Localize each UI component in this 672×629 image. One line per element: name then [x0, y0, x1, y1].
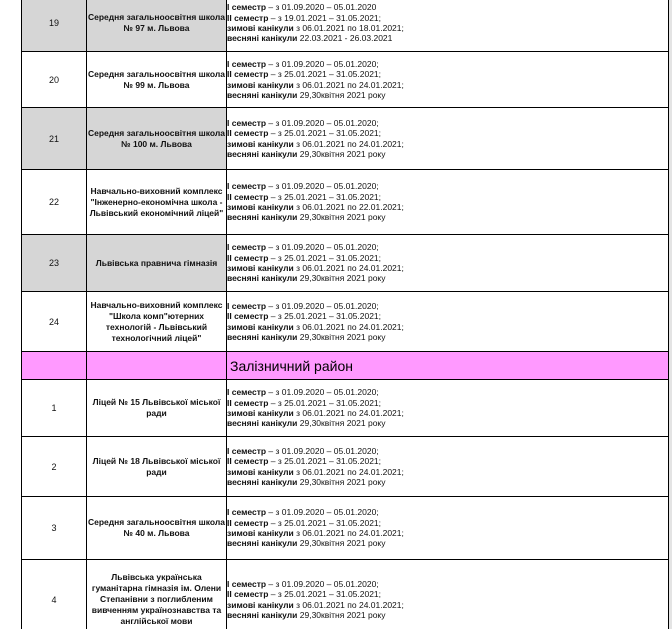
term-value: – з 25.01.2021 – 31.05.2021; [268, 589, 382, 600]
term-line-spring [227, 149, 668, 159]
school-name: Середня загальноосвітня школа № 100 м. Львова [87, 108, 227, 170]
term-label: весняні канікули [227, 331, 298, 342]
table-row [22, 170, 669, 235]
term-label: зимові канікули [227, 321, 294, 332]
district-empty-cell [22, 352, 87, 380]
term-line-sem2 [227, 518, 668, 528]
term-value: з 06.01.2021 по 24.01.2021; [293, 263, 404, 273]
table-row [22, 0, 669, 52]
term-value: з 06.01.2021 по 24.01.2021; [293, 79, 404, 90]
term-line-sem2 [227, 13, 668, 23]
term-label: весняні канікули [227, 538, 298, 549]
term-label: І семестр [227, 300, 267, 311]
term-value: 29,30квітня 2021 року [297, 212, 386, 223]
term-value: з 06.01.2021 по 24.01.2021; [293, 138, 404, 149]
term-label: І семестр [227, 578, 267, 589]
term-value: – з 25.01.2021 – 31.05.2021; [268, 191, 382, 202]
term-line-sem2 [227, 128, 668, 138]
term-value: 22.03.2021 - 26.03.2021 [297, 33, 393, 44]
term-line-winter [227, 467, 668, 477]
terms-cell [227, 292, 669, 352]
term-label: зимові канікули [227, 263, 294, 273]
school-name: Навчально-виховний комплекс "Інженерно-економічна школа - Львівський економічний ліцей" [87, 170, 227, 235]
row-number: 20 [22, 52, 87, 108]
term-line-spring [227, 212, 668, 222]
term-line-winter [227, 408, 668, 418]
term-label: ІІ семестр [227, 397, 269, 408]
term-label: зимові канікули [227, 23, 294, 33]
term-line-winter [227, 528, 668, 538]
term-label: І семестр [227, 242, 267, 253]
row-number: 1 [22, 380, 87, 437]
term-label: І семестр [227, 507, 267, 518]
term-line-winter [227, 139, 668, 149]
term-label: ІІ семестр [227, 69, 269, 80]
terms-cell [227, 170, 669, 235]
term-value: – з 01.09.2020 – 05.01.2020; [266, 58, 379, 69]
term-line-spring [227, 477, 668, 487]
term-label: весняні канікули [227, 89, 298, 100]
table-row [22, 560, 669, 629]
terms-cell [227, 380, 669, 437]
term-value: – з 01.09.2020 – 05.01.2020; [266, 300, 379, 311]
school-name: Середня загальноосвітня школа № 97 м. Львова [87, 0, 227, 52]
district-title: Залізничний район [227, 352, 669, 380]
term-value: з 06.01.2021 по 24.01.2021; [293, 321, 404, 332]
row-number: 3 [22, 497, 87, 560]
term-label: ІІ семестр [227, 12, 269, 23]
term-line-sem2 [227, 192, 668, 202]
district-empty-cell [87, 352, 227, 380]
term-value: – з 01.09.2020 – 05.01.2020; [266, 117, 379, 128]
row-number: 24 [22, 292, 87, 352]
school-name: Середня загальноосвітня школа № 99 м. Львова [87, 52, 227, 108]
term-line-spring [227, 538, 668, 548]
term-value: – з 25.01.2021 – 31.05.2021; [268, 128, 382, 139]
term-line-spring [227, 610, 668, 620]
terms-cell [227, 0, 669, 52]
row-number: 22 [22, 170, 87, 235]
table-row [22, 108, 669, 170]
district-header-row [22, 352, 669, 380]
term-label: ІІ семестр [227, 191, 269, 202]
term-value: – з 01.09.2020 – 05.01.2020; [266, 181, 379, 192]
term-label: ІІ семестр [227, 311, 269, 322]
term-line-spring [227, 33, 668, 43]
terms-cell [227, 560, 669, 629]
term-value: – з 25.01.2021 – 31.05.2021; [268, 456, 382, 467]
term-label: весняні канікули [227, 33, 298, 44]
school-schedule-table [21, 0, 669, 629]
term-value: – з 01.09.2020 – 05.01.2020; [266, 507, 379, 518]
terms-cell [227, 108, 669, 170]
table-row [22, 497, 669, 560]
term-value: – з 25.01.2021 – 31.05.2021; [268, 397, 382, 408]
term-value: – з 19.01.2021 – 31.05.2021; [268, 12, 382, 23]
row-number: 2 [22, 437, 87, 497]
term-line-sem1 [227, 118, 668, 128]
term-label: зимові канікули [227, 599, 294, 610]
term-label: зимові канікули [227, 79, 294, 90]
table-row [22, 235, 669, 292]
term-label: ІІ семестр [227, 517, 269, 528]
term-label: ІІ семестр [227, 128, 269, 139]
term-label: ІІ семестр [227, 456, 269, 467]
term-value: – з 25.01.2021 – 31.05.2021; [268, 517, 382, 528]
term-label: весняні канікули [227, 609, 298, 620]
table-row [22, 380, 669, 437]
term-line-winter [227, 600, 668, 610]
term-label: зимові канікули [227, 202, 294, 212]
term-line-spring [227, 332, 668, 342]
table-row [22, 292, 669, 352]
row-number: 21 [22, 108, 87, 170]
term-value: – з 01.09.2020 – 05.01.2020; [266, 578, 379, 589]
term-line-sem2 [227, 253, 668, 263]
term-value: 29,30квітня 2021 року [297, 148, 386, 159]
term-value: 29,30квітня 2021 року [297, 89, 386, 100]
school-name: Львівська правнича гімназія [87, 235, 227, 292]
term-label: зимові канікули [227, 528, 294, 538]
term-value: 29,30квітня 2021 року [297, 538, 386, 549]
term-line-sem1 [227, 2, 668, 12]
term-line-sem1 [227, 301, 668, 311]
term-value: 29,30квітня 2021 року [297, 476, 386, 487]
term-value: з 06.01.2021 по 24.01.2021; [293, 466, 404, 477]
school-name: Навчально-виховний комплекс "Школа комп"ютерних технологій - Львівський технологічний ліцей" [87, 292, 227, 352]
term-line-sem1 [227, 507, 668, 517]
term-label: І семестр [227, 387, 267, 398]
term-line-sem2 [227, 398, 668, 408]
term-value: – з 01.09.2020 – 05.01.2020; [266, 242, 379, 253]
term-value: 29,30квітня 2021 року [297, 418, 386, 429]
school-name: Ліцей № 18 Львівської міської ради [87, 437, 227, 497]
term-line-winter [227, 263, 668, 273]
term-label: зимові канікули [227, 466, 294, 477]
terms-cell [227, 437, 669, 497]
term-line-winter [227, 23, 668, 33]
row-number: 4 [22, 560, 87, 629]
row-number: 23 [22, 235, 87, 292]
school-name: Ліцей № 15 Львівської міської ради [87, 380, 227, 437]
terms-cell [227, 497, 669, 560]
term-value: – з 01.09.2020 – 05.01.2020; [266, 445, 379, 456]
term-label: І семестр [227, 117, 267, 128]
term-value: – з 25.01.2021 – 31.05.2021; [268, 311, 382, 322]
term-label: ІІ семестр [227, 589, 269, 600]
term-value: з 06.01.2021 по 18.01.2021; [293, 23, 404, 33]
term-line-sem1 [227, 387, 668, 397]
school-name: Середня загальноосвітня школа № 40 м. Львова [87, 497, 227, 560]
term-label: І семестр [227, 58, 267, 69]
term-value: 29,30квітня 2021 року [297, 273, 386, 284]
term-label: І семестр [227, 2, 267, 13]
term-value: з 06.01.2021 по 24.01.2021; [293, 528, 404, 538]
term-line-sem1 [227, 579, 668, 589]
term-label: зимові канікули [227, 138, 294, 149]
term-line-spring [227, 90, 668, 100]
term-label: І семестр [227, 181, 267, 192]
term-label: зимові канікули [227, 408, 294, 418]
term-value: – з 25.01.2021 – 31.05.2021; [268, 69, 382, 80]
term-line-sem2 [227, 69, 668, 79]
term-value: – з 01.09.2020 – 05.01.2020 [266, 2, 377, 13]
terms-cell [227, 52, 669, 108]
term-value: 29,30квітня 2021 року [297, 331, 386, 342]
term-label: весняні канікули [227, 148, 298, 159]
term-label: весняні канікули [227, 476, 298, 487]
term-line-spring [227, 273, 668, 283]
term-label: І семестр [227, 445, 267, 456]
term-line-spring [227, 418, 668, 428]
term-label: весняні канікули [227, 273, 298, 284]
term-value: з 06.01.2021 по 24.01.2021; [293, 599, 404, 610]
term-line-sem1 [227, 242, 668, 252]
term-value: – з 25.01.2021 – 31.05.2021; [268, 252, 382, 263]
table-row [22, 437, 669, 497]
terms-cell [227, 235, 669, 292]
row-number: 19 [22, 0, 87, 52]
term-line-sem2 [227, 311, 668, 321]
term-label: весняні канікули [227, 212, 298, 223]
term-value: 29,30квітня 2021 року [297, 609, 386, 620]
table-row [22, 52, 669, 108]
term-line-sem1 [227, 446, 668, 456]
term-line-sem1 [227, 181, 668, 191]
term-line-winter [227, 322, 668, 332]
term-line-winter [227, 202, 668, 212]
term-line-sem2 [227, 456, 668, 466]
term-line-winter [227, 80, 668, 90]
term-label: ІІ семестр [227, 252, 269, 263]
school-name: Львівська українська гуманітарна гімназія ім. Олени Степанівни з поглибленим вивченням українознавства та англійської мови [87, 560, 227, 629]
term-value: – з 01.09.2020 – 05.01.2020; [266, 387, 379, 398]
term-line-sem1 [227, 59, 668, 69]
term-label: весняні канікули [227, 418, 298, 429]
term-value: з 06.01.2021 по 22.01.2021; [293, 202, 404, 212]
term-line-sem2 [227, 589, 668, 599]
term-value: з 06.01.2021 по 24.01.2021; [293, 408, 404, 418]
